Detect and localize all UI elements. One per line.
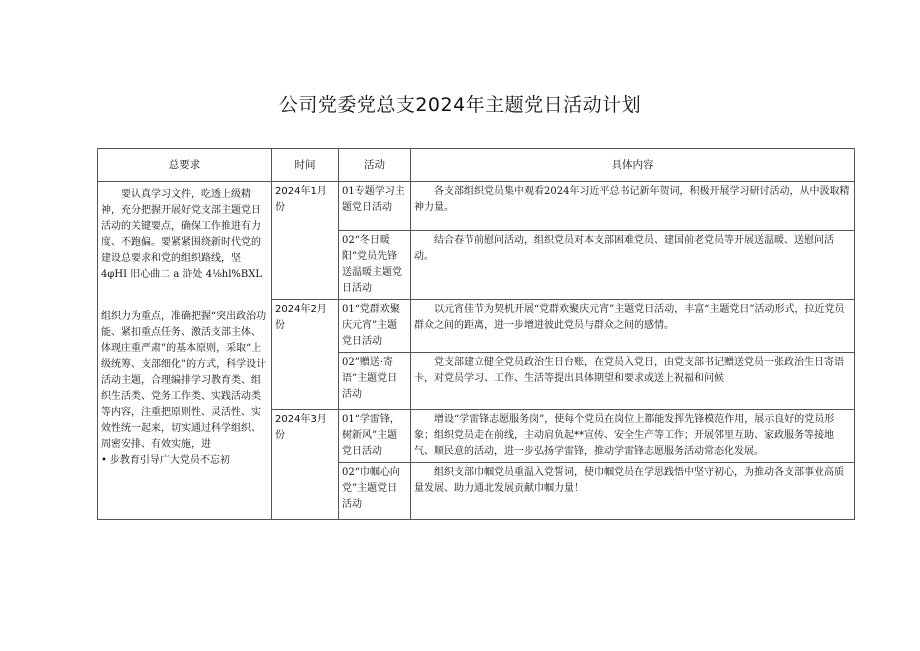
requirement-cell (98, 182, 272, 520)
bullet-icon: • (101, 455, 107, 466)
requirement-paragraph-3 (101, 453, 268, 469)
time-cell: 2024年2月份 (272, 300, 339, 410)
header-requirement: 总要求 (98, 149, 272, 182)
activity-plan-table (97, 148, 855, 520)
requirement-paragraph-2: 组织力为重点，准确把握“突出政治功能、紧扣重点任务、激活支部主体、体现庄重严肃”的基本原则，采取“上级统筹、支部细化”的方式，科学设计活动主题，合理编排学习教育类、组织生活类、党务工作类、实践活动类等内容，注重把原则性、灵活性、实效性统一起来，切实通过科学组织、周密安排、有效实施，进 (101, 311, 267, 450)
header-content: 具体内容 (411, 149, 855, 182)
requirement-paragraph-3-text: 步教育引导广大党员不忘初 (109, 455, 230, 466)
content-cell: 增设“学雷锋志愿服务岗”，使每个党员在岗位上都能发挥先锋模范作用，展示良好的党员形象；组织党员走在前线，主动肩负起**宣传、安全生产等工作；开展邻里互助、家政服务等接地气、顺民意的活动，进一步弘扬学雷锋，推动学雷锋志愿服务活动常态化发展。 (411, 410, 855, 463)
table-row (98, 182, 855, 231)
time-cell: 2024年1月份 (272, 182, 339, 300)
activity-cell: 01专题学习主题党日活动 (339, 182, 411, 231)
activity-cell: 02”赠送·寄语”主题党日活动 (339, 353, 411, 410)
activity-cell: 01“学雷锋，树新风”主题党日活动 (339, 410, 411, 463)
content-cell: 组织支部巾帼党员重温入党誓词，使巾帼党员在学思践悟中坚守初心，为推动各支部事业高质量发展、助力通北发展贡献巾帼力量！ (411, 463, 855, 520)
header-activity: 活动 (339, 149, 411, 182)
table-header-row (98, 149, 855, 182)
activity-cell: 01“党群欢聚庆元宵”主题党日活动 (339, 300, 411, 353)
header-time: 时间 (272, 149, 339, 182)
content-cell: 结合春节前慰问活动，组织党员对本支部困难党员、建国前老党员等开展送温暖、送慰问活动。 (411, 231, 855, 300)
page-title: 公司党委党总支2024年主题党日活动计划 (278, 94, 642, 116)
content-cell: 各支部组织党员集中观看2024年习近平总书记新年贺词，积极开展学习研讨活动，从中汲取精神力量。 (411, 182, 855, 231)
content-cell: 党支部建立健全党员政治生日台账，在党员入党日，由党支部书记赠送党员一张政治生日寄语卡，对党员学习、工作、生活等提出具体期望和要求或送上祝福和问候 (411, 353, 855, 410)
activity-cell: 02“冬日暖阳”党员先锋送温暖主题党日活动 (339, 231, 411, 300)
requirement-paragraph-1: 要认真学习文件，吃透上级精神，充分把握开展好党支部主题党日活动的关键要点，确保工作推进有力度、不跑偏。要紧紧围绕新时代党的建设总要求和党的组织路线，坚 4φHI 旧心曲二 a 浒处 4⅛hl%BXL (101, 189, 263, 280)
time-cell: 2024年3月份 (272, 410, 339, 520)
activity-cell: 02“巾帼心向党”主题党日活动 (339, 463, 411, 520)
content-cell: 以元宵佳节为契机开展“党群欢聚庆元宵”主题党日活动，丰富“主题党日”活动形式，拉近党员群众之间的距离，进一步增进彼此党员与群众之间的感情。 (411, 300, 855, 353)
